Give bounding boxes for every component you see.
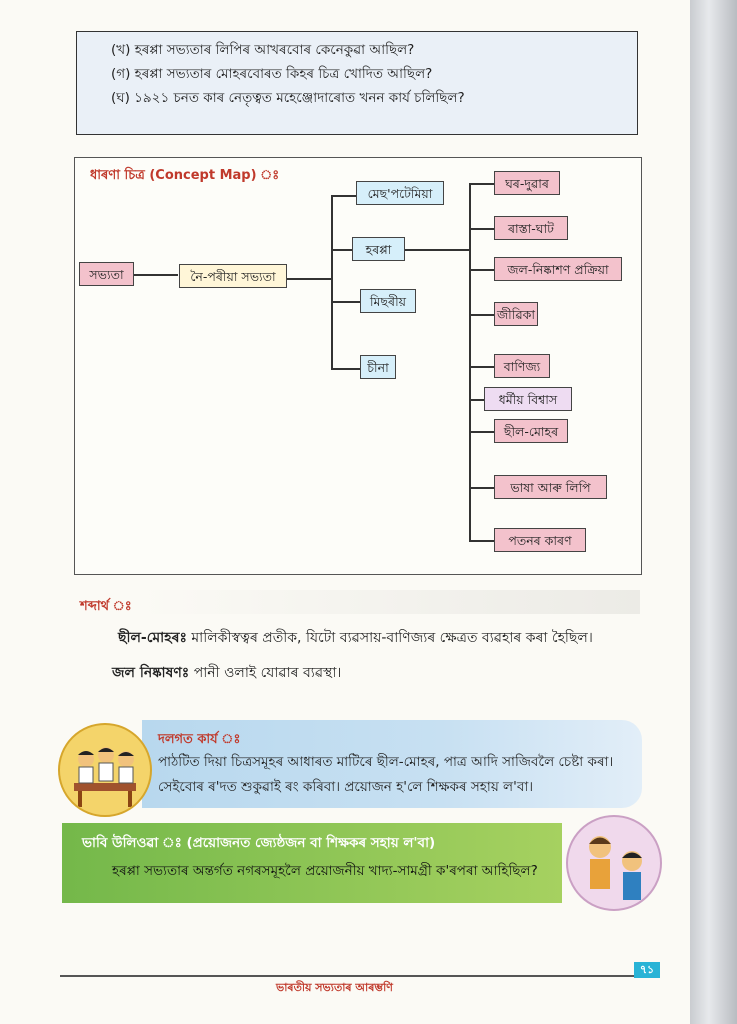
connector <box>287 278 331 280</box>
node-root: সভ্যতা <box>79 262 134 286</box>
connector <box>469 228 495 230</box>
connector <box>331 249 353 251</box>
node-river-civilization: নৈ-পৰীয়া সভ্যতা <box>179 264 287 288</box>
concept-map <box>74 157 642 575</box>
connector <box>331 368 361 370</box>
page-edge <box>690 0 737 1024</box>
glossary-title: শব্দাৰ্থ ঃ <box>80 599 132 614</box>
glossary-meaning: মালিকীস্বত্বৰ প্ৰতীক, যিটো ব্যৱসায়-বাণিজ্যৰ ক্ষেত্ৰত ব্যৱহাৰ কৰা হৈছিল। <box>186 630 593 646</box>
footer-rule <box>60 975 640 977</box>
node-egyptian: মিছৰীয় <box>360 289 416 313</box>
node-trade: বাণিজ্য <box>494 354 550 378</box>
group-work-line-2: সেইবোৰ ৰ'দত শুকুৱাই ৰং কৰিবা। প্ৰয়োজন হ'লে শিক্ষকৰ সহায় ল'বা। <box>158 779 534 795</box>
think-answer-illustration <box>566 815 662 911</box>
glossary-term: ছীল-মোহৰঃ <box>118 630 187 646</box>
think-answer-question: হৰপ্পা সভ্যতাৰ অন্তৰ্গত নগৰসমূহলৈ প্ৰয়োজনীয় খাদ্য-সামগ্ৰী ক'ৰপৰা আহিছিল? <box>112 863 538 879</box>
think-answer-title: ভাবি উলিওৱা ঃ (প্ৰয়োজনত জ্যেষ্ঠজন বা শিক্ষকৰ সহায় ল'বা) <box>82 835 436 851</box>
question-gha: (ঘ) ১৯২১ চনত কাৰ নেতৃত্বত মহেঞ্জোদাৰোত খনন কাৰ্য চলিছিল? <box>111 90 465 106</box>
thinking-children-icon <box>568 817 660 909</box>
node-houses: ঘৰ-দুৱাৰ <box>494 171 560 195</box>
connector <box>469 269 495 271</box>
connector <box>469 399 485 401</box>
glossary-meaning: পানী ওলাই যোৱাৰ ব্যৱস্থা। <box>189 665 342 681</box>
connector <box>469 431 495 433</box>
node-harappa: হৰপ্পা <box>352 237 405 261</box>
children-working-icon <box>60 725 150 815</box>
node-roads: ৰাস্তা-ঘাট <box>494 216 568 240</box>
node-seal: ছীল-মোহৰ <box>494 419 568 443</box>
node-livelihood: জীৱিকা <box>494 302 538 326</box>
connector <box>469 487 495 489</box>
connector <box>469 540 495 542</box>
connector <box>133 274 178 276</box>
concept-map-title: ধাৰণা চিত্ৰ (Concept Map) ঃ <box>90 168 280 183</box>
connector <box>331 195 357 197</box>
page-number: ৭১ <box>634 962 660 978</box>
glossary-term: জল নিষ্কাষণঃ <box>112 665 190 681</box>
connector <box>331 195 333 369</box>
node-decline-causes: পতনৰ কাৰণ <box>494 528 586 552</box>
glossary-item-seal <box>118 626 593 650</box>
node-language-script: ভাষা আৰু লিপি <box>494 475 607 499</box>
group-work-title: দলগত কাৰ্য ঃ <box>158 732 241 747</box>
connector <box>469 183 495 185</box>
questions-box <box>76 31 638 135</box>
question-ga: (গ) হৰপ্পা সভ্যতাৰ মোহৰবোৰত কিহৰ চিত্ৰ খোদিত আছিল? <box>111 66 433 82</box>
group-work-illustration <box>58 723 152 817</box>
question-kha: (খ) হৰপ্পা সভ্যতাৰ লিপিৰ আখৰবোৰ কেনেকুৱা আছিল? <box>111 42 415 58</box>
connector <box>405 249 469 251</box>
connector <box>331 301 361 303</box>
glossary-band <box>140 590 640 614</box>
glossary-item-drainage <box>112 661 341 685</box>
node-chinese: চীনা <box>360 355 396 379</box>
node-drainage: জল-নিষ্কাশণ প্ৰক্ৰিয়া <box>494 257 622 281</box>
group-work-line-1: পাঠটিত দিয়া চিত্ৰসমূহৰ আধাৰত মাটিৰে ছীল-মোহৰ, পাত্ৰ আদি সাজিবলৈ চেষ্টা কৰা। <box>158 754 614 770</box>
node-mesopotamia: মেছ'পটেমিয়া <box>356 181 444 205</box>
connector <box>469 366 495 368</box>
connector <box>469 314 495 316</box>
chapter-title: ভাৰতীয় সভ্যতাৰ আৰম্ভণি <box>276 981 393 994</box>
node-religious-belief: ধৰ্মীয় বিশ্বাস <box>484 387 572 411</box>
